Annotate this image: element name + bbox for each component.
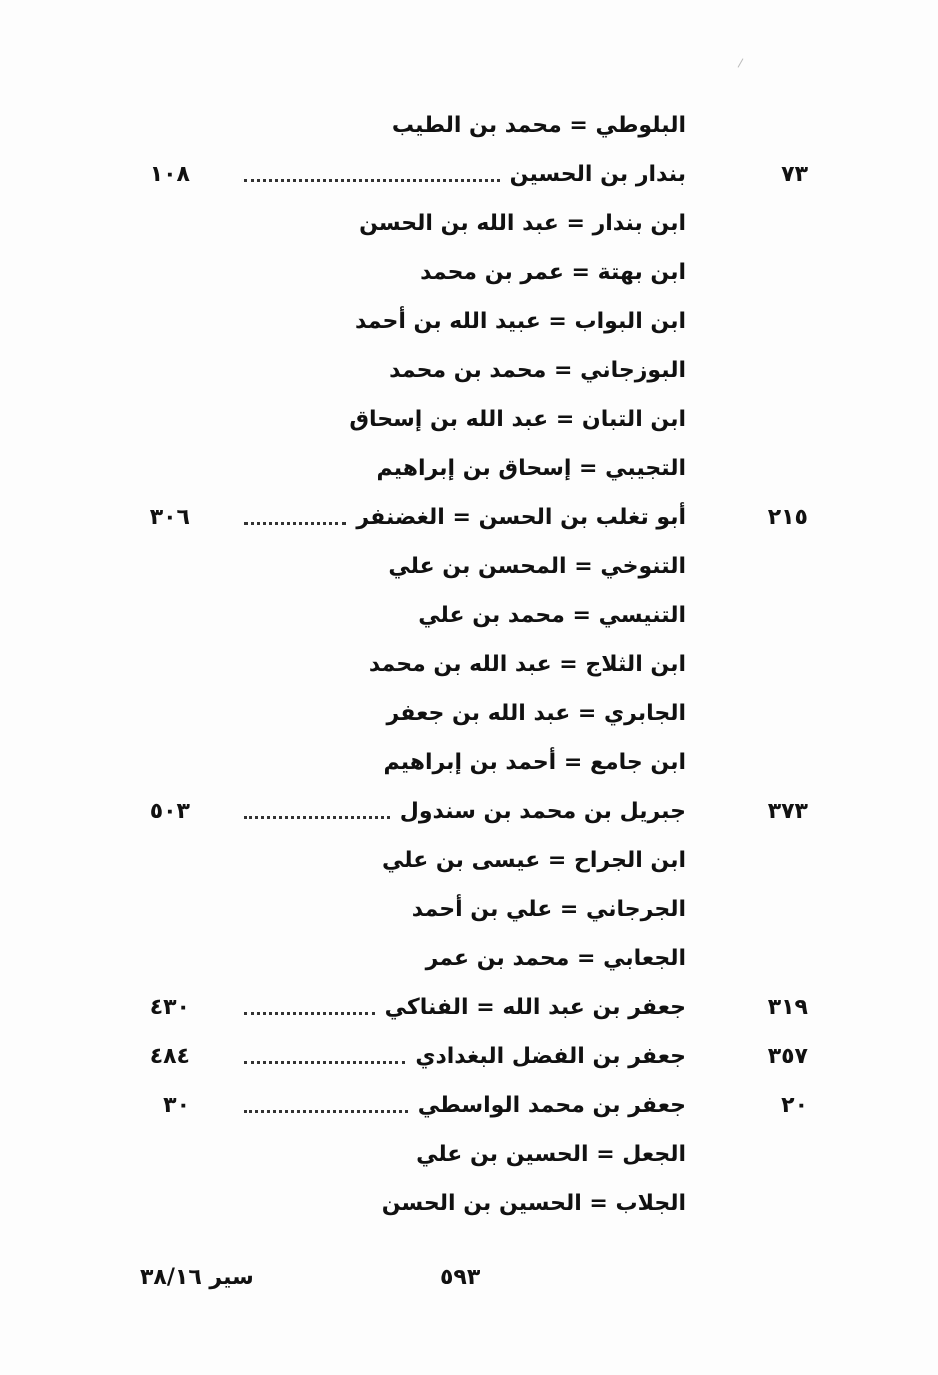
entry-number: ٧٣ xyxy=(781,162,808,187)
index-entry xyxy=(0,596,938,636)
dot-leader xyxy=(244,813,390,819)
entry-name: ابن الجراح = عيسى بن علي xyxy=(381,848,686,873)
dot-leader xyxy=(244,1009,375,1015)
index-entry xyxy=(0,645,938,685)
index-entry xyxy=(0,204,938,244)
index-entry xyxy=(0,155,938,195)
index-entry xyxy=(0,253,938,293)
entry-name: التنوخي = المحسن بن علي xyxy=(388,554,686,579)
entry-page-number: ٣٠ xyxy=(163,1093,190,1118)
entry-page-number: ٥٠٣ xyxy=(149,799,190,824)
entry-name: الجابري = عبد الله بن جعفر xyxy=(386,701,686,726)
paper-speck xyxy=(738,58,744,67)
entry-number: ٢٠ xyxy=(781,1093,808,1118)
entry-name: الجلاب = الحسين بن الحسن xyxy=(381,1191,686,1216)
entry-name: جبريل بن محمد بن سندول xyxy=(399,799,686,824)
index-entry xyxy=(0,1135,938,1175)
footer-volume-reference: سير ٣٨/١٦ xyxy=(140,1265,254,1290)
footer-page-number: ٥٩٣ xyxy=(440,1265,481,1290)
entry-number: ٢١٥ xyxy=(767,505,808,530)
entry-name: ابن البواب = عبيد الله بن أحمد xyxy=(355,309,686,334)
index-entry xyxy=(0,547,938,587)
index-entry xyxy=(0,1086,938,1126)
index-entry xyxy=(0,743,938,783)
entry-page-number: ١٠٨ xyxy=(149,162,190,187)
dot-leader xyxy=(244,1058,405,1064)
entry-page-number: ٤٣٠ xyxy=(149,995,190,1020)
entry-name: أبو تغلب بن الحسن = الغضنفر xyxy=(356,505,686,530)
entry-name: ابن الثلاج = عبد الله بن محمد xyxy=(368,652,686,677)
entry-number: ٣١٩ xyxy=(767,995,808,1020)
entry-name: ابن بندار = عبد الله بن الحسن xyxy=(359,211,686,236)
index-entry xyxy=(0,694,938,734)
index-entry xyxy=(0,302,938,342)
entry-name: ابن بهتة = عمر بن محمد xyxy=(420,260,686,285)
entry-name: جعفر بن محمد الواسطي xyxy=(417,1093,686,1118)
index-entry xyxy=(0,1037,938,1077)
entry-number: ٣٥٧ xyxy=(767,1044,808,1069)
entry-name: الجعل = الحسين بن علي xyxy=(416,1142,686,1167)
entry-name: جعفر بن الفضل البغدادي xyxy=(415,1044,686,1069)
entry-name: التنيسي = محمد بن علي xyxy=(418,603,686,628)
entry-name: بندار بن الحسين xyxy=(509,162,686,187)
index-entry xyxy=(0,939,938,979)
index-entry xyxy=(0,988,938,1028)
index-entry xyxy=(0,792,938,832)
entry-number: ٣٧٣ xyxy=(767,799,808,824)
index-entry xyxy=(0,449,938,489)
index-entry xyxy=(0,498,938,538)
dot-leader xyxy=(244,1107,408,1113)
entry-name: ابن التبان = عبد الله بن إسحاق xyxy=(349,407,686,432)
entry-name: البلوطي = محمد بن الطيب xyxy=(391,113,686,138)
entry-name: ابن جامع = أحمد بن إبراهيم xyxy=(383,750,686,775)
entry-name: الجرجاني = علي بن أحمد xyxy=(411,897,686,922)
index-entry xyxy=(0,106,938,146)
dot-leader xyxy=(244,176,500,182)
entry-name: جعفر بن عبد الله = الفناكي xyxy=(384,995,686,1020)
index-entry xyxy=(0,400,938,440)
dot-leader xyxy=(244,519,346,525)
entry-name: البوزجاني = محمد بن محمد xyxy=(389,358,686,383)
index-entry xyxy=(0,351,938,391)
entry-name: التجيبي = إسحاق بن إبراهيم xyxy=(376,456,686,481)
index-entry xyxy=(0,841,938,881)
entry-name: الجعابي = محمد بن عمر xyxy=(425,946,686,971)
index-entry xyxy=(0,890,938,930)
entry-page-number: ٤٨٤ xyxy=(149,1044,190,1069)
index-entry xyxy=(0,1184,938,1224)
entry-page-number: ٣٠٦ xyxy=(149,505,190,530)
